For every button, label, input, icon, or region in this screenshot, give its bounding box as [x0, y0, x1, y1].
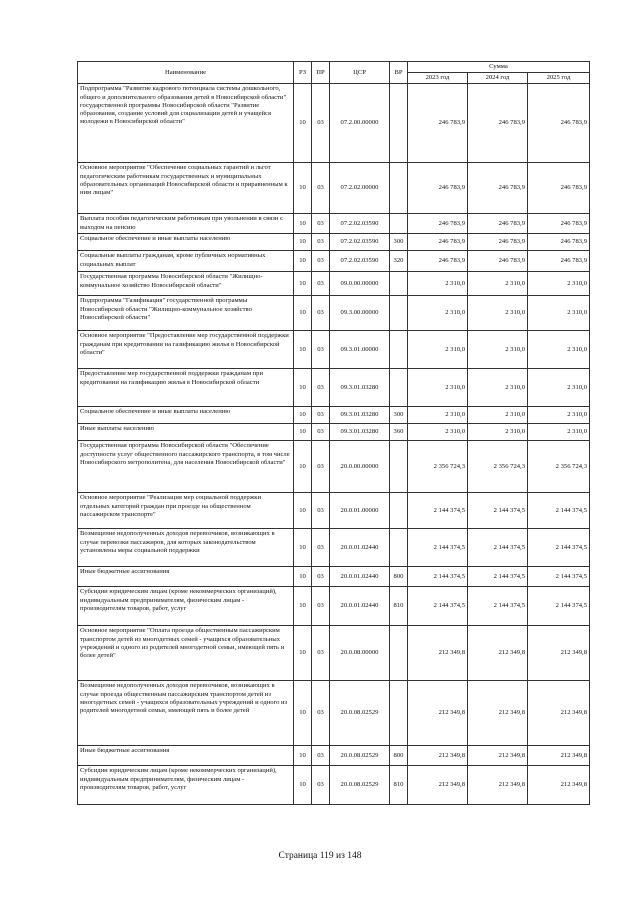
cell-2024: 2 310,0	[468, 407, 528, 424]
cell-pr: 03	[312, 746, 330, 766]
cell-pr: 03	[312, 567, 330, 587]
cell-rz: 10	[294, 493, 312, 529]
cell-2024: 246 783,9	[468, 163, 528, 214]
cell-csr: 07.2.00.00000	[330, 84, 390, 163]
cell-pr: 03	[312, 251, 330, 272]
cell-pr: 03	[312, 424, 330, 441]
cell-2023: 2 144 374,5	[408, 587, 468, 626]
cell-rz: 10	[294, 369, 312, 407]
header-rz: РЗ	[294, 62, 312, 84]
cell-2023: 2 144 374,5	[408, 529, 468, 567]
cell-vr	[390, 493, 408, 529]
header-year-2023: 2023 год	[408, 73, 468, 84]
cell-name: Государственная программа Новосибирской области "Обеспечение доступности услуг общественного пассажирского транспорта, в том числе Новосибирского метрополитена, для населения Новосибирской области"	[78, 441, 294, 493]
cell-rz: 10	[294, 272, 312, 296]
cell-name: Основное мероприятие "Обеспечение социальных гарантий и льгот педагогическим работникам государственных и муниципальных образовательных организаций Новосибирской области и приравненным к ним лицам"	[78, 163, 294, 214]
cell-csr: 20.0.01.02440	[330, 567, 390, 587]
cell-pr: 03	[312, 296, 330, 331]
cell-csr: 07.2.02.00000	[330, 163, 390, 214]
cell-csr: 09.3.01.03280	[330, 424, 390, 441]
cell-pr: 03	[312, 441, 330, 493]
cell-vr	[390, 296, 408, 331]
cell-pr: 03	[312, 529, 330, 567]
cell-2023: 246 783,9	[408, 163, 468, 214]
cell-2024: 212 349,8	[468, 746, 528, 766]
cell-pr: 03	[312, 626, 330, 681]
cell-2023: 2 310,0	[408, 407, 468, 424]
cell-2024: 212 349,8	[468, 681, 528, 746]
header-name: Наименование	[78, 62, 294, 84]
table-row	[78, 234, 590, 251]
cell-2023: 2 310,0	[408, 296, 468, 331]
cell-vr	[390, 529, 408, 567]
cell-2025: 2 144 374,5	[528, 529, 590, 567]
cell-vr: 800	[390, 746, 408, 766]
header-csr: ЦСР	[330, 62, 390, 84]
table-row	[78, 493, 590, 529]
cell-vr: 360	[390, 424, 408, 441]
cell-pr: 03	[312, 407, 330, 424]
cell-2024: 2 144 374,5	[468, 493, 528, 529]
cell-rz: 10	[294, 234, 312, 251]
cell-vr	[390, 681, 408, 746]
cell-2024: 2 310,0	[468, 331, 528, 369]
cell-2025: 212 349,8	[528, 681, 590, 746]
cell-vr: 320	[390, 251, 408, 272]
cell-vr	[390, 84, 408, 163]
cell-2023: 212 349,8	[408, 626, 468, 681]
cell-2023: 212 349,8	[408, 766, 468, 805]
cell-csr: 07.2.02.03590	[330, 251, 390, 272]
cell-rz: 10	[294, 84, 312, 163]
cell-csr: 20.0.01.02440	[330, 587, 390, 626]
cell-2024: 2 144 374,5	[468, 529, 528, 567]
cell-2024: 212 349,8	[468, 626, 528, 681]
cell-2024: 246 783,9	[468, 234, 528, 251]
cell-2025: 2 310,0	[528, 424, 590, 441]
cell-name: Социальное обеспечение и иные выплаты населению	[78, 234, 294, 251]
cell-name: Возмещение недополученных доходов перевозчиков, возникающих в случае перевозки пассажиров, для которых законодательством установлены меры социальной поддержки	[78, 529, 294, 567]
cell-name: Социальное обеспечение и иные выплаты населению	[78, 407, 294, 424]
cell-name: Субсидии юридическим лицам (кроме некоммерческих организаций), индивидуальным предпринимателям, физическим лицам - производителям товаров, работ, услуг	[78, 587, 294, 626]
table-row	[78, 587, 590, 626]
cell-name: Иные выплаты населению	[78, 424, 294, 441]
cell-rz: 10	[294, 746, 312, 766]
cell-name: Основное мероприятие "Оплата проезда общественным пассажирским транспортом детей из многодетных семей - учащихся образовательных учреждений и одного из родителей многодетной семьи, имеющей пять и более детей"	[78, 626, 294, 681]
cell-pr: 03	[312, 493, 330, 529]
table-row	[78, 296, 590, 331]
cell-2025: 246 783,9	[528, 163, 590, 214]
budget-table	[77, 61, 590, 805]
cell-2023: 246 783,9	[408, 214, 468, 234]
cell-rz: 10	[294, 331, 312, 369]
table-row	[78, 766, 590, 805]
cell-name: Основное мероприятие "Реализация мер социальной поддержки отдельных категорий граждан при проезде на общественном пассажирском транспорте"	[78, 493, 294, 529]
header-year-2025: 2025 год	[528, 73, 590, 84]
cell-name: Выплата пособия педагогическим работникам при увольнении в связи с выходом на пенсию	[78, 214, 294, 234]
cell-2025: 246 783,9	[528, 251, 590, 272]
cell-name: Государственная программа Новосибирской области "Жилищно-коммунальное хозяйство Новосибирской области"	[78, 272, 294, 296]
cell-2024: 2 310,0	[468, 296, 528, 331]
cell-2023: 246 783,9	[408, 234, 468, 251]
cell-2024: 2 310,0	[468, 424, 528, 441]
header-vr: ВР	[390, 62, 408, 84]
cell-2024: 2 144 374,5	[468, 567, 528, 587]
cell-rz: 10	[294, 407, 312, 424]
cell-vr: 800	[390, 567, 408, 587]
cell-2024: 246 783,9	[468, 251, 528, 272]
cell-2025: 2 310,0	[528, 407, 590, 424]
table-row	[78, 84, 590, 163]
cell-name: Возмещение недополученных доходов перевозчиков, возникающих в случае проезда общественным пассажирским транспортом детей из многодетных семей - учащихся образовательных учреждений и одного из родителей многодетной семьи, имеющей пять и более детей	[78, 681, 294, 746]
cell-2025: 2 144 374,5	[528, 567, 590, 587]
cell-pr: 03	[312, 331, 330, 369]
cell-vr	[390, 626, 408, 681]
cell-pr: 03	[312, 163, 330, 214]
cell-2025: 2 310,0	[528, 296, 590, 331]
table-row	[78, 681, 590, 746]
cell-2023: 2 144 374,5	[408, 493, 468, 529]
cell-2025: 246 783,9	[528, 84, 590, 163]
cell-pr: 03	[312, 84, 330, 163]
cell-pr: 03	[312, 214, 330, 234]
table-row	[78, 746, 590, 766]
cell-2023: 2 310,0	[408, 369, 468, 407]
cell-vr	[390, 163, 408, 214]
cell-name: Подпрограмма "Развитие кадрового потенциала системы дошкольного, общего и дополнительного образования детей в Новосибирской области" государственной программы Новосибирской области "Развитие образования, создание условий для социализации детей и учащейся молодежи в Новосибирской области"	[78, 84, 294, 163]
cell-rz: 10	[294, 529, 312, 567]
cell-pr: 03	[312, 766, 330, 805]
cell-csr: 20.0.08.00000	[330, 626, 390, 681]
cell-rz: 10	[294, 681, 312, 746]
header-pr: ПР	[312, 62, 330, 84]
cell-rz: 10	[294, 441, 312, 493]
cell-rz: 10	[294, 424, 312, 441]
page-number: Страница 119 из 148	[278, 851, 362, 861]
table-row	[78, 529, 590, 567]
cell-pr: 03	[312, 234, 330, 251]
table-row	[78, 369, 590, 407]
header-year-2024: 2024 год	[468, 73, 528, 84]
cell-csr: 09.3.01.03280	[330, 407, 390, 424]
cell-2025: 246 783,9	[528, 234, 590, 251]
cell-csr: 07.2.02.03590	[330, 234, 390, 251]
cell-csr: 20.0.08.02529	[330, 746, 390, 766]
cell-2024: 212 349,8	[468, 766, 528, 805]
cell-2023: 2 310,0	[408, 424, 468, 441]
cell-2023: 246 783,9	[408, 251, 468, 272]
table-row	[78, 424, 590, 441]
cell-rz: 10	[294, 296, 312, 331]
table-row	[78, 626, 590, 681]
cell-2023: 2 144 374,5	[408, 567, 468, 587]
cell-2024: 2 310,0	[468, 272, 528, 296]
cell-2025: 2 144 374,5	[528, 587, 590, 626]
cell-name: Субсидии юридическим лицам (кроме некоммерческих организаций), индивидуальным предпринимателям, физическим лицам - производителям товаров, работ, услуг	[78, 766, 294, 805]
cell-2023: 212 349,8	[408, 746, 468, 766]
cell-2025: 2 310,0	[528, 331, 590, 369]
cell-2024: 246 783,9	[468, 214, 528, 234]
cell-csr: 09.3.01.00000	[330, 331, 390, 369]
cell-csr: 20.0.08.02529	[330, 766, 390, 805]
cell-pr: 03	[312, 272, 330, 296]
cell-name: Основное мероприятие "Предоставление мер государственной поддержки гражданам при кредитовании на газификацию жилья в Новосибирской области"	[78, 331, 294, 369]
cell-name: Иные бюджетные ассигнования	[78, 567, 294, 587]
cell-vr: 300	[390, 407, 408, 424]
cell-2025: 2 356 724,3	[528, 441, 590, 493]
cell-vr	[390, 214, 408, 234]
cell-csr: 20.0.00.00000	[330, 441, 390, 493]
cell-rz: 10	[294, 587, 312, 626]
cell-name: Социальные выплаты гражданам, кроме публичных нормативных социальных выплат	[78, 251, 294, 272]
cell-2023: 2 310,0	[408, 272, 468, 296]
cell-rz: 10	[294, 163, 312, 214]
table-row	[78, 441, 590, 493]
cell-csr: 20.0.01.02440	[330, 529, 390, 567]
cell-vr	[390, 272, 408, 296]
cell-csr: 09.0.00.00000	[330, 272, 390, 296]
cell-name: Предоставление мер государственной поддержки гражданам при кредитовании на газификацию жилья в Новосибирской области	[78, 369, 294, 407]
cell-2023: 246 783,9	[408, 84, 468, 163]
cell-rz: 10	[294, 251, 312, 272]
table-row	[78, 407, 590, 424]
cell-csr: 09.3.01.03280	[330, 369, 390, 407]
cell-pr: 03	[312, 369, 330, 407]
cell-2025: 2 310,0	[528, 272, 590, 296]
table-row	[78, 251, 590, 272]
cell-2025: 212 349,8	[528, 626, 590, 681]
cell-pr: 03	[312, 681, 330, 746]
cell-2023: 2 356 724,3	[408, 441, 468, 493]
cell-csr: 09.3.00.00000	[330, 296, 390, 331]
table-row	[78, 163, 590, 214]
budget-table-body	[78, 84, 590, 805]
cell-rz: 10	[294, 214, 312, 234]
cell-name: Подпрограмма "Газификация" государственной программы Новосибирской области "Жилищно-коммунальное хозяйство Новосибирской области"	[78, 296, 294, 331]
cell-pr: 03	[312, 587, 330, 626]
header-sum: Сумма	[408, 62, 590, 73]
cell-2024: 2 310,0	[468, 369, 528, 407]
cell-2024: 2 144 374,5	[468, 587, 528, 626]
cell-rz: 10	[294, 766, 312, 805]
cell-2025: 2 144 374,5	[528, 493, 590, 529]
cell-rz: 10	[294, 567, 312, 587]
cell-vr	[390, 441, 408, 493]
table-row	[78, 567, 590, 587]
cell-vr: 810	[390, 587, 408, 626]
table-row	[78, 331, 590, 369]
table-row	[78, 272, 590, 296]
cell-2025: 212 349,8	[528, 746, 590, 766]
cell-2023: 2 310,0	[408, 331, 468, 369]
cell-vr	[390, 331, 408, 369]
cell-2024: 246 783,9	[468, 84, 528, 163]
cell-csr: 20.0.01.00000	[330, 493, 390, 529]
cell-csr: 07.2.02.03590	[330, 214, 390, 234]
cell-2025: 2 310,0	[528, 369, 590, 407]
cell-2025: 212 349,8	[528, 766, 590, 805]
cell-2023: 212 349,8	[408, 681, 468, 746]
cell-csr: 20.0.08.02529	[330, 681, 390, 746]
cell-vr: 300	[390, 234, 408, 251]
cell-rz: 10	[294, 626, 312, 681]
cell-2025: 246 783,9	[528, 214, 590, 234]
cell-vr	[390, 369, 408, 407]
cell-name: Иные бюджетные ассигнования	[78, 746, 294, 766]
table-row	[78, 214, 590, 234]
cell-2024: 2 356 724,3	[468, 441, 528, 493]
cell-vr: 810	[390, 766, 408, 805]
